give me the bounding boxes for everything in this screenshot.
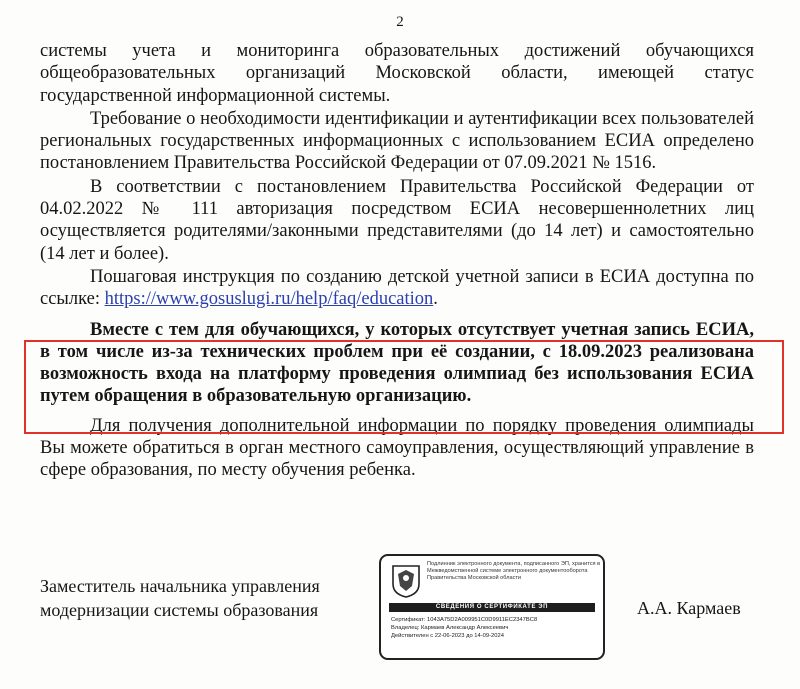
paragraph-additional-info: Для получения дополнительной информации по порядку проведения олимпиады Вы можете обратиться в орган местного самоуправления, осуществляющий управление в сфере образования, по месту обучения ребенка.: [40, 415, 754, 481]
stamp-owner: Владелец: Кармаев Александр Алексеевич: [391, 625, 509, 631]
position-line-2: модернизации системы образования: [40, 600, 319, 620]
paragraph-instruction: [40, 266, 754, 311]
highlight-box: [24, 340, 784, 434]
stamp-storage-note: Подлинник электронного документа, подписанного ЭП, хранится в Межведомственной системе электронного документооборота Правительства Московской области: [427, 561, 601, 581]
signer-name: А.А. Кармаев: [637, 598, 741, 618]
position-line-1: Заместитель начальника управления: [40, 576, 320, 596]
stamp-certificate: Сертификат: 1043A75D2A009951C0D9911EC2347BC8: [391, 617, 538, 623]
paragraph-system-status: системы учета и мониторинга образовательных достижений обучающихся общеобразовательных организаций Московской области, имеющей статус государственной информационной системы.: [40, 41, 754, 106]
electronic-signature-stamp: [379, 554, 605, 660]
paragraph-login-without-esia: Вместе с тем для обучающихся, у которых отсутствует учетная запись ЕСИА, в том числе из-за технических проблем при её создании, с 18.09.2023 реализована возможность входа на платформу проведения олимпиад без использования ЕСИА путем обращения в образовательную организацию.: [40, 319, 754, 407]
paragraph-minors-authorization: В соответствии с постановлением Правительства Российской Федерации от 04.02.2022 № 111 авторизация посредством ЕСИА несовершеннолетних лиц осуществляется родителями/законными представителями (до 14 лет) и самостоятельно (14 лет и более).: [40, 176, 754, 264]
signature-position: [40, 574, 320, 622]
gosuslugi-link[interactable]: https://www.gosuslugi.ru/help/faq/education: [104, 289, 434, 310]
paragraph-esia-requirement: Требование о необходимости идентификации и аутентификации всех пользователей региональных государственных информационных с использованием ЕСИА определено постановлением Правительства Российской Федерации от 07.09.2021 № 1516.: [40, 108, 754, 174]
stamp-details: [391, 616, 597, 640]
page-number: 2: [396, 14, 404, 30]
coat-of-arms-icon: [391, 564, 421, 598]
instruction-end: .: [433, 289, 438, 310]
stamp-validity: Действителен с 22-06-2023 до 14-09-2024: [391, 633, 504, 639]
instruction-text: Пошаговая инструкция по созданию детской учетной записи в ЕСИА доступна по ссылке:: [40, 266, 754, 310]
stamp-header: СВЕДЕНИЯ О СЕРТИФИКАТЕ ЭП: [389, 603, 595, 612]
